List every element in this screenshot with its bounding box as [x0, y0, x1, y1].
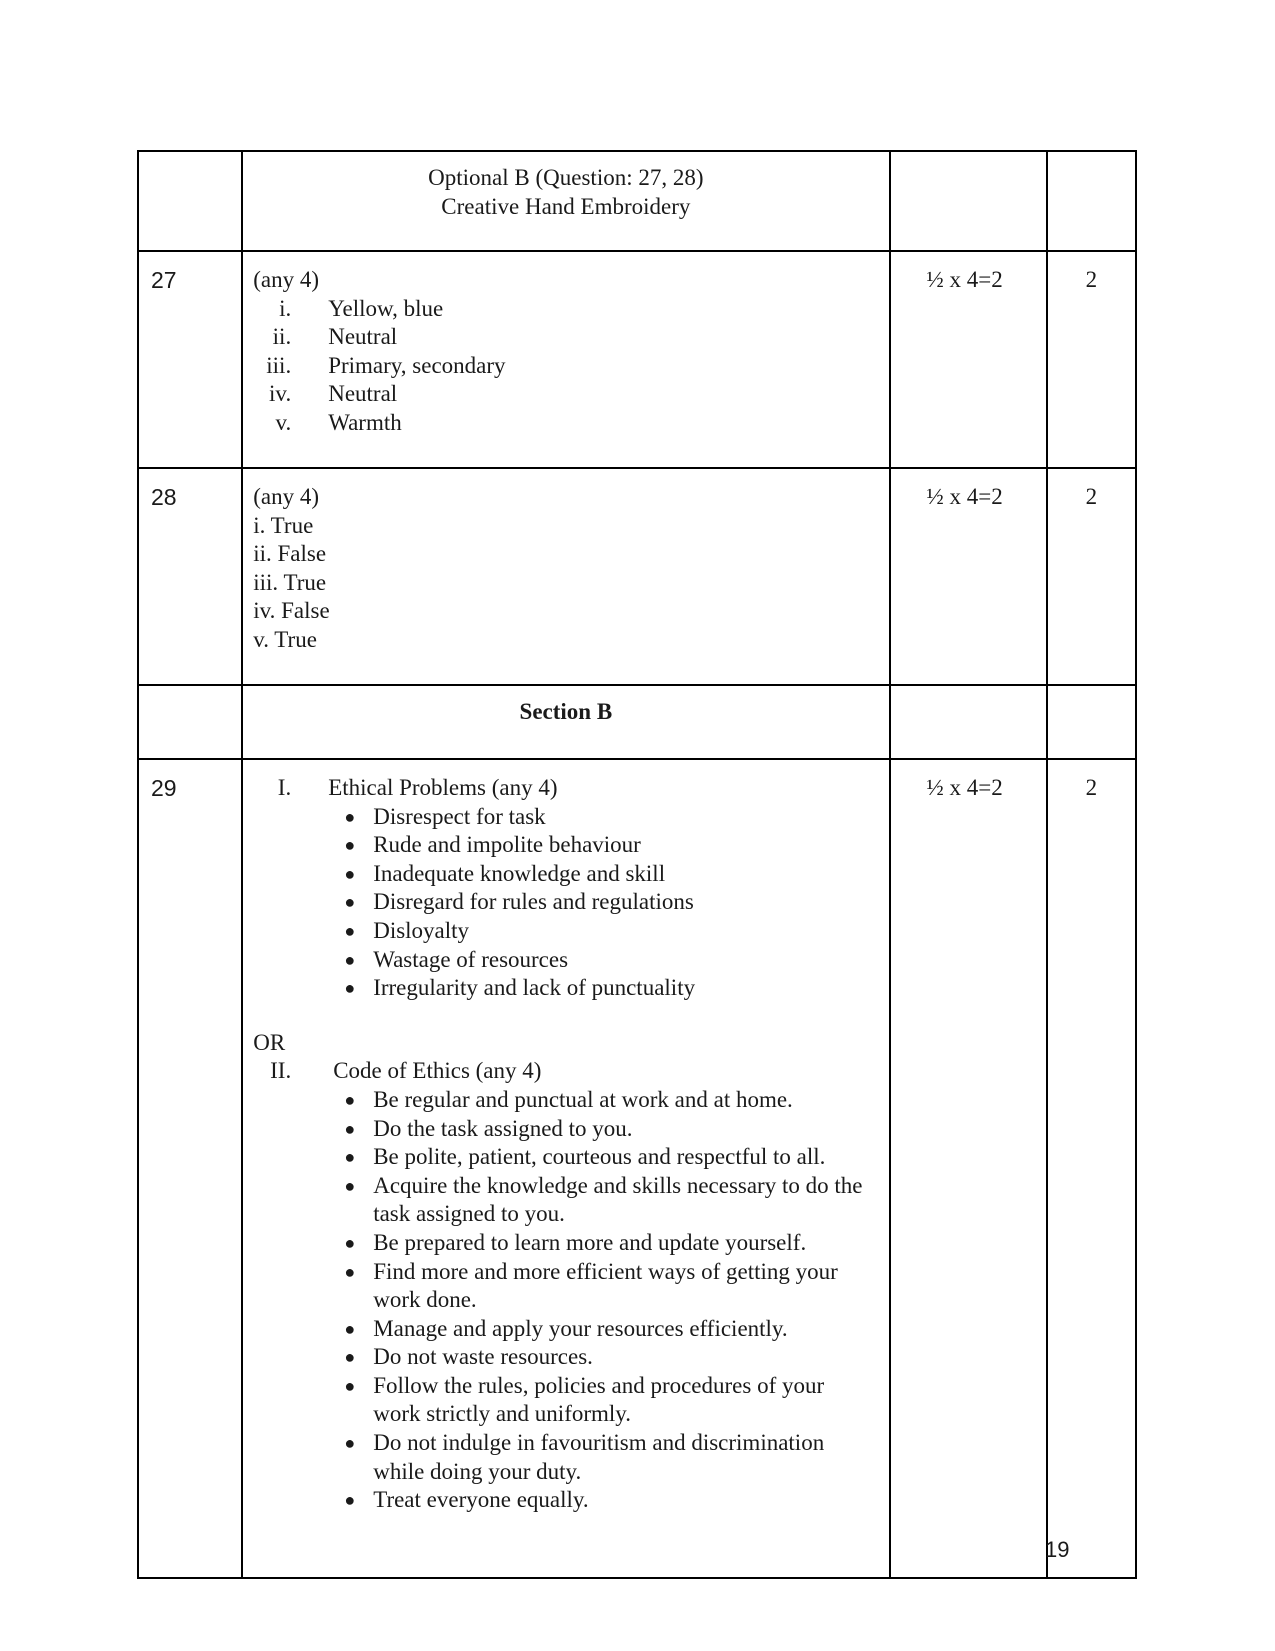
empty-cell	[138, 685, 242, 759]
list-item: iv. Neutral	[269, 381, 398, 407]
bullet-text: Follow the rules, policies and procedures of your work strictly and uniformly.	[373, 1372, 825, 1427]
bullet-icon: ●	[344, 1433, 356, 1454]
bullet-text: Be polite, patient, courteous and respectful to all.	[373, 1144, 826, 1170]
bullet-text: Rude and impolite behaviour	[373, 832, 641, 858]
bullet-icon: ●	[344, 1318, 356, 1339]
bullet-item	[253, 1372, 878, 1429]
part-heading	[253, 1057, 878, 1086]
bullet-text: Acquire the knowledge and skills necessary to do the task assigned to you.	[373, 1172, 863, 1227]
bullet-icon: ●	[344, 1375, 356, 1396]
list-item: iv. False	[253, 598, 330, 624]
bullet-text: Irregularity and lack of punctuality	[373, 975, 696, 1001]
total-marks: 2	[1047, 759, 1136, 1578]
question-27-row	[138, 251, 1136, 468]
bullet-icon: ●	[344, 1232, 356, 1253]
bullet-item	[253, 1343, 878, 1372]
header-line-1: Optional B (Question: 27, 28)	[428, 165, 704, 190]
bullet-icon: ●	[344, 806, 356, 827]
empty-cell	[1047, 685, 1136, 759]
list-item: iii. True	[253, 569, 327, 595]
bullet-icon: ●	[344, 1175, 356, 1196]
question-28-row	[138, 468, 1136, 685]
bullet-text: Disrespect for task	[373, 803, 546, 829]
part-number: II.	[270, 1058, 292, 1084]
list-item: ii. Neutral	[272, 324, 398, 350]
list-item: i. True	[253, 512, 314, 538]
bullet-item	[253, 860, 878, 889]
bullet-icon: ●	[344, 1089, 356, 1110]
empty-cell	[1047, 151, 1136, 251]
bullet-text: Be prepared to learn more and update yourself.	[373, 1229, 807, 1255]
bullet-icon: ●	[344, 1261, 356, 1282]
bullet-icon: ●	[344, 835, 356, 856]
header-row	[138, 151, 1136, 251]
part-heading	[253, 774, 878, 803]
bullet-text: Disloyalty	[373, 917, 470, 943]
bullet-text: Do not indulge in favouritism and discrimination while doing your duty.	[373, 1430, 825, 1484]
instruction: (any 4)	[253, 484, 319, 509]
bullet-item	[253, 1486, 878, 1515]
bullet-item	[253, 946, 878, 975]
bullet-item	[253, 1143, 878, 1172]
marks-distribution: ½ x 4=2	[890, 251, 1047, 468]
bullet-text: Be regular and punctual at work and at home.	[373, 1086, 793, 1112]
answer-cell	[242, 759, 889, 1578]
total-marks: 2	[1047, 251, 1136, 468]
marks-distribution: ½ x 4=2	[890, 759, 1047, 1578]
marks-distribution: ½ x 4=2	[890, 468, 1047, 685]
answer-cell	[242, 251, 889, 468]
question-29-row	[138, 759, 1136, 1578]
bullet-item	[253, 1229, 878, 1258]
list-item: v. True	[253, 626, 317, 652]
bullet-item	[253, 803, 878, 832]
header-cell	[242, 151, 889, 251]
part-number: I.	[277, 775, 292, 800]
bullet-icon: ●	[344, 1147, 356, 1168]
bullet-icon: ●	[344, 978, 356, 999]
bullet-item	[253, 974, 878, 1003]
bullet-item	[253, 1315, 878, 1344]
header-line-2: Creative Hand Embroidery	[441, 193, 691, 219]
bullet-text: Disregard for rules and regulations	[373, 889, 694, 915]
empty-cell	[890, 151, 1047, 251]
bullet-item	[253, 888, 878, 917]
list-item: iii. Primary, secondary	[266, 352, 506, 378]
bullet-item	[253, 1429, 878, 1486]
empty-cell	[138, 151, 242, 251]
or-label: OR	[253, 1029, 286, 1055]
answer-table	[137, 150, 1137, 1579]
bullet-icon: ●	[344, 1118, 356, 1139]
empty-cell	[890, 685, 1047, 759]
instruction: (any 4)	[253, 267, 319, 292]
total-marks: 2	[1047, 468, 1136, 685]
list-item: v. Warmth	[275, 409, 402, 435]
bullet-icon: ●	[344, 1490, 356, 1511]
bullet-icon: ●	[344, 863, 356, 884]
bullet-text: Do not waste resources.	[373, 1344, 593, 1370]
bullet-item	[253, 1115, 878, 1144]
question-number: 28	[138, 468, 242, 685]
bullet-item	[253, 917, 878, 946]
section-row	[138, 685, 1136, 759]
bullet-text: Treat everyone equally.	[373, 1487, 589, 1513]
bullet-list	[253, 803, 878, 1003]
section-title: Section B	[242, 685, 889, 759]
answer-cell	[242, 468, 889, 685]
bullet-text: Find more and more efficient ways of getting your work done.	[373, 1258, 838, 1313]
bullet-icon: ●	[344, 1347, 356, 1368]
bullet-text: Inadequate knowledge and skill	[373, 860, 666, 886]
bullet-icon: ●	[344, 892, 356, 913]
part-title: Code of Ethics (any 4)	[333, 1058, 542, 1084]
bullet-icon: ●	[344, 949, 356, 970]
bullet-item	[253, 1172, 878, 1229]
part-title: Ethical Problems (any 4)	[328, 775, 558, 800]
list-item: ii. False	[253, 541, 327, 567]
bullet-text: Wastage of resources	[373, 946, 569, 972]
bullet-item	[253, 831, 878, 860]
bullet-text: Do the task assigned to you.	[373, 1115, 633, 1141]
question-number: 29	[138, 759, 242, 1578]
bullet-item	[253, 1086, 878, 1115]
bullet-text: Manage and apply your resources efficiently.	[373, 1315, 788, 1341]
bullet-item	[253, 1258, 878, 1315]
question-number: 27	[138, 251, 242, 468]
list-item: i. Yellow, blue	[279, 295, 444, 321]
bullet-icon: ●	[344, 920, 356, 941]
bullet-list	[253, 1086, 878, 1515]
page-number: 19	[1045, 1537, 1070, 1562]
